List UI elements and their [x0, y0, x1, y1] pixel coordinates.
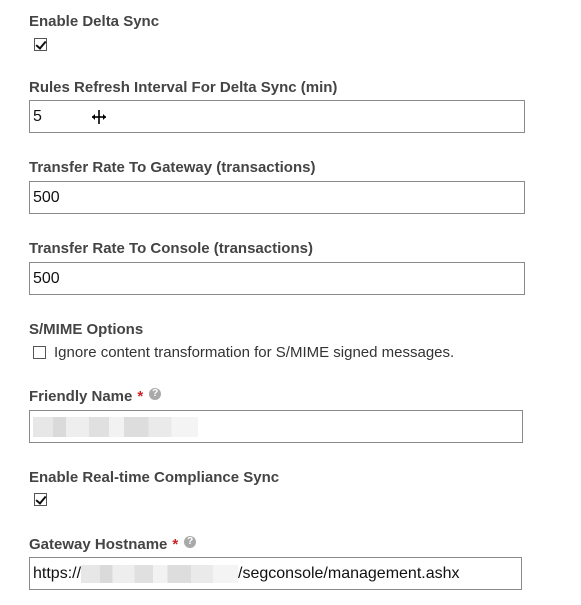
question-circle-icon[interactable]: ? [149, 388, 161, 400]
smime-ignore-transformation-row [33, 344, 454, 361]
transfer-rate-console-value: 500 [33, 270, 60, 287]
gateway-hostname-label: Gateway Hostname [29, 536, 168, 553]
gateway-hostname-suffix: /segconsole/management.ashx [238, 565, 460, 582]
transfer-rate-console-field [29, 240, 313, 258]
enable-delta-sync-checkbox[interactable] [34, 38, 47, 51]
friendly-name-label-row [29, 388, 161, 406]
smime-options-field [29, 321, 143, 339]
gateway-hostname-input[interactable] [29, 557, 522, 590]
required-asterisk: * [172, 536, 179, 553]
rules-refresh-interval-value: 5 [33, 108, 42, 125]
enable-realtime-compliance-sync-checkbox[interactable] [34, 493, 47, 506]
smime-ignore-transformation-checkbox[interactable] [33, 346, 46, 359]
friendly-name-redacted-value [33, 417, 198, 437]
enable-realtime-compliance-sync-field [29, 469, 279, 487]
transfer-rate-gateway-value: 500 [33, 189, 60, 206]
gateway-hostname-redacted-host [81, 565, 238, 583]
friendly-name-label: Friendly Name [29, 388, 133, 405]
gateway-hostname-label-row [29, 536, 196, 554]
rules-refresh-interval-field [29, 79, 337, 97]
enable-delta-sync-field [29, 13, 159, 31]
transfer-rate-gateway-input[interactable] [29, 181, 525, 214]
rules-refresh-interval-label: Rules Refresh Interval For Delta Sync (min) [29, 79, 338, 96]
friendly-name-input[interactable] [29, 410, 523, 443]
smime-options-label: S/MIME Options [29, 321, 144, 338]
transfer-rate-gateway-label: Transfer Rate To Gateway (transactions) [29, 159, 316, 176]
gateway-hostname-field [29, 536, 196, 554]
gateway-hostname-prefix: https:// [33, 565, 82, 582]
transfer-rate-console-label: Transfer Rate To Console (transactions) [29, 240, 313, 257]
transfer-rate-gateway-field [29, 159, 315, 177]
enable-delta-sync-label: Enable Delta Sync [29, 13, 160, 30]
enable-realtime-compliance-sync-label: Enable Real-time Compliance Sync [29, 469, 280, 486]
smime-ignore-transformation-label: Ignore content transformation for S/MIME signed messages. [54, 344, 455, 361]
required-asterisk: * [137, 388, 144, 405]
transfer-rate-console-input[interactable] [29, 262, 525, 295]
friendly-name-field [29, 388, 161, 406]
question-circle-icon[interactable]: ? [184, 536, 196, 548]
move-cursor-icon [91, 109, 107, 125]
